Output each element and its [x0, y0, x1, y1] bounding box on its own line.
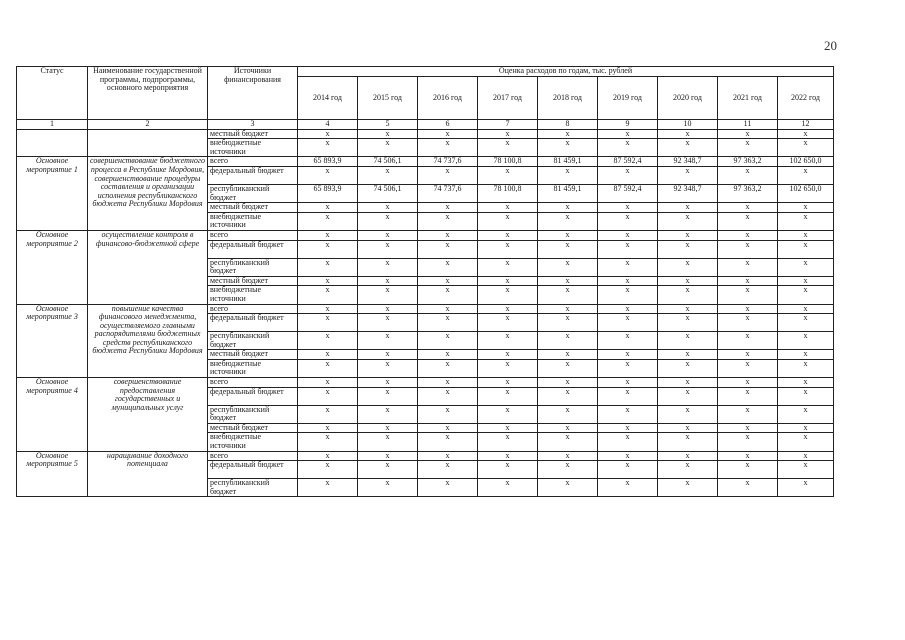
amount-cell: x: [598, 240, 658, 258]
amount-cell: x: [598, 451, 658, 461]
amount-cell: x: [298, 314, 358, 332]
amount-cell: x: [478, 350, 538, 360]
amount-cell: x: [718, 286, 778, 304]
funding-source: местный бюджет: [208, 276, 298, 286]
amount-cell: x: [538, 212, 598, 230]
table-row: [17, 230, 834, 240]
amount-cell: x: [478, 139, 538, 157]
funding-source: внебюджетные источники: [208, 286, 298, 304]
amount-cell: x: [478, 314, 538, 332]
amount-cell: x: [418, 139, 478, 157]
amount-cell: x: [358, 423, 418, 433]
column-index: 11: [718, 120, 778, 130]
amount-cell: x: [658, 314, 718, 332]
amount-cell: x: [538, 166, 598, 184]
amount-cell: x: [298, 304, 358, 314]
funding-source: республиканский бюджет: [208, 258, 298, 276]
funding-source: республиканский бюджет: [208, 332, 298, 350]
amount-cell: x: [538, 129, 598, 139]
amount-cell: x: [718, 230, 778, 240]
amount-cell: x: [538, 359, 598, 377]
amount-cell: x: [478, 479, 538, 497]
amount-cell: x: [358, 258, 418, 276]
amount-cell: x: [418, 332, 478, 350]
amount-cell: x: [478, 166, 538, 184]
amount-cell: x: [418, 230, 478, 240]
amount-cell: x: [298, 212, 358, 230]
amount-cell: x: [598, 461, 658, 479]
amount-cell: x: [298, 423, 358, 433]
amount-cell: x: [718, 139, 778, 157]
amount-cell: x: [538, 276, 598, 286]
amount-cell: x: [358, 433, 418, 451]
amount-cell: x: [478, 304, 538, 314]
amount-cell: x: [658, 423, 718, 433]
amount-cell: x: [718, 479, 778, 497]
amount-cell: x: [418, 129, 478, 139]
amount-cell: x: [538, 423, 598, 433]
column-index: 2: [88, 120, 208, 130]
amount-cell: x: [298, 387, 358, 405]
amount-cell: x: [538, 240, 598, 258]
amount-cell: x: [778, 461, 834, 479]
amount-cell: x: [658, 276, 718, 286]
amount-cell: x: [778, 332, 834, 350]
amount-cell: x: [778, 139, 834, 157]
activity-status: Основное мероприятие 3: [17, 304, 88, 378]
amount-cell: x: [418, 166, 478, 184]
amount-cell: x: [358, 405, 418, 423]
amount-cell: x: [778, 387, 834, 405]
amount-cell: x: [478, 461, 538, 479]
amount-cell: x: [358, 378, 418, 388]
amount-cell: x: [718, 240, 778, 258]
table-row: [17, 378, 834, 388]
amount-cell: x: [478, 240, 538, 258]
funding-source: всего: [208, 378, 298, 388]
funding-source: местный бюджет: [208, 203, 298, 213]
amount-cell: x: [298, 139, 358, 157]
funding-source: внебюджетные источники: [208, 212, 298, 230]
amount-cell: 74 737,6: [418, 184, 478, 202]
amount-cell: x: [778, 314, 834, 332]
amount-cell: x: [418, 479, 478, 497]
amount-cell: x: [358, 276, 418, 286]
amount-cell: x: [358, 314, 418, 332]
amount-cell: x: [418, 387, 478, 405]
amount-cell: x: [778, 378, 834, 388]
amount-cell: x: [718, 258, 778, 276]
amount-cell: x: [778, 276, 834, 286]
funding-source: федеральный бюджет: [208, 240, 298, 258]
funding-source: всего: [208, 230, 298, 240]
amount-cell: x: [598, 433, 658, 451]
column-index: 8: [538, 120, 598, 130]
amount-cell: x: [358, 461, 418, 479]
amount-cell: x: [418, 461, 478, 479]
amount-cell: x: [658, 479, 718, 497]
amount-cell: x: [718, 378, 778, 388]
amount-cell: x: [718, 203, 778, 213]
amount-cell: x: [778, 479, 834, 497]
amount-cell: x: [658, 240, 718, 258]
amount-cell: x: [478, 258, 538, 276]
header-year: 2017 год: [478, 77, 538, 120]
amount-cell: x: [538, 314, 598, 332]
amount-cell: x: [718, 166, 778, 184]
header-year: 2016 год: [418, 77, 478, 120]
amount-cell: x: [718, 359, 778, 377]
amount-cell: x: [598, 203, 658, 213]
column-index: 12: [778, 120, 834, 130]
amount-cell: x: [658, 230, 718, 240]
activity-name: повышение качества финансового менеджмента, осуществляемого главными распорядителями бюджетных средств республиканского бюджета Республики Мордовия: [88, 304, 208, 378]
amount-cell: x: [778, 240, 834, 258]
amount-cell: x: [718, 405, 778, 423]
header-year: 2015 год: [358, 77, 418, 120]
amount-cell: x: [598, 378, 658, 388]
amount-cell: x: [598, 479, 658, 497]
funding-source: федеральный бюджет: [208, 314, 298, 332]
header-status: Статус: [17, 67, 88, 120]
amount-cell: x: [538, 405, 598, 423]
amount-cell: x: [298, 461, 358, 479]
table-header: [17, 67, 834, 130]
amount-cell: x: [658, 203, 718, 213]
amount-cell: x: [298, 433, 358, 451]
amount-cell: x: [538, 203, 598, 213]
funding-source: местный бюджет: [208, 350, 298, 360]
amount-cell: x: [598, 286, 658, 304]
amount-cell: x: [538, 378, 598, 388]
amount-cell: x: [418, 433, 478, 451]
amount-cell: x: [778, 286, 834, 304]
amount-cell: x: [478, 286, 538, 304]
amount-cell: x: [298, 276, 358, 286]
amount-cell: x: [718, 129, 778, 139]
column-index: 3: [208, 120, 298, 130]
amount-cell: 74 506,1: [358, 184, 418, 202]
column-index: 1: [17, 120, 88, 130]
column-index: 10: [658, 120, 718, 130]
amount-cell: x: [718, 423, 778, 433]
amount-cell: x: [358, 286, 418, 304]
amount-cell: x: [598, 139, 658, 157]
funding-source: всего: [208, 157, 298, 167]
amount-cell: x: [358, 350, 418, 360]
amount-cell: x: [478, 129, 538, 139]
amount-cell: x: [598, 304, 658, 314]
amount-cell: x: [778, 451, 834, 461]
amount-cell: x: [298, 203, 358, 213]
amount-cell: x: [418, 258, 478, 276]
amount-cell: x: [358, 304, 418, 314]
amount-cell: x: [658, 332, 718, 350]
amount-cell: 65 893,9: [298, 157, 358, 167]
amount-cell: x: [658, 350, 718, 360]
activity-status: Основное мероприятие 4: [17, 378, 88, 452]
amount-cell: x: [298, 451, 358, 461]
funding-source: республиканский бюджет: [208, 405, 298, 423]
amount-cell: x: [778, 350, 834, 360]
amount-cell: x: [298, 350, 358, 360]
amount-cell: x: [418, 423, 478, 433]
amount-cell: x: [478, 230, 538, 240]
page-number: 20: [824, 38, 837, 53]
amount-cell: x: [418, 212, 478, 230]
amount-cell: x: [478, 212, 538, 230]
amount-cell: x: [598, 276, 658, 286]
amount-cell: x: [538, 451, 598, 461]
column-index: 9: [598, 120, 658, 130]
header-year: 2022 год: [778, 77, 834, 120]
amount-cell: x: [778, 405, 834, 423]
amount-cell: x: [538, 258, 598, 276]
amount-cell: x: [478, 433, 538, 451]
amount-cell: x: [358, 387, 418, 405]
amount-cell: x: [598, 387, 658, 405]
table-body: [17, 129, 834, 497]
amount-cell: x: [418, 451, 478, 461]
amount-cell: 92 348,7: [658, 157, 718, 167]
amount-cell: x: [418, 304, 478, 314]
amount-cell: x: [358, 212, 418, 230]
amount-cell: x: [538, 350, 598, 360]
status-cell-continued: [17, 129, 88, 157]
amount-cell: x: [598, 405, 658, 423]
amount-cell: 78 100,8: [478, 157, 538, 167]
amount-cell: x: [418, 359, 478, 377]
amount-cell: x: [418, 240, 478, 258]
amount-cell: x: [718, 433, 778, 451]
amount-cell: x: [778, 359, 834, 377]
funding-source: внебюджетные источники: [208, 139, 298, 157]
amount-cell: x: [298, 230, 358, 240]
amount-cell: x: [658, 286, 718, 304]
activity-name: наращивание доходного потенциала: [88, 451, 208, 497]
amount-cell: x: [658, 212, 718, 230]
amount-cell: 102 650,0: [778, 157, 834, 167]
amount-cell: x: [478, 203, 538, 213]
table-row: [17, 129, 834, 139]
table-row: [17, 157, 834, 167]
amount-cell: x: [298, 258, 358, 276]
amount-cell: x: [778, 212, 834, 230]
amount-cell: x: [658, 139, 718, 157]
amount-cell: x: [478, 378, 538, 388]
amount-cell: x: [478, 387, 538, 405]
amount-cell: x: [718, 304, 778, 314]
amount-cell: 87 592,4: [598, 157, 658, 167]
column-index: 4: [298, 120, 358, 130]
amount-cell: x: [658, 405, 718, 423]
amount-cell: x: [358, 332, 418, 350]
table-row: [17, 451, 834, 461]
amount-cell: 97 363,2: [718, 157, 778, 167]
amount-cell: x: [658, 433, 718, 451]
amount-cell: x: [718, 276, 778, 286]
amount-cell: 97 363,2: [718, 184, 778, 202]
funding-source: внебюджетные источники: [208, 433, 298, 451]
amount-cell: x: [418, 203, 478, 213]
amount-cell: x: [298, 286, 358, 304]
header-source: Источники финансирования: [208, 67, 298, 120]
amount-cell: x: [298, 405, 358, 423]
amount-cell: 92 348,7: [658, 184, 718, 202]
amount-cell: x: [298, 332, 358, 350]
amount-cell: x: [778, 203, 834, 213]
amount-cell: 81 459,1: [538, 184, 598, 202]
activity-status: Основное мероприятие 5: [17, 451, 88, 497]
amount-cell: x: [358, 230, 418, 240]
amount-cell: x: [718, 332, 778, 350]
amount-cell: x: [358, 203, 418, 213]
amount-cell: x: [358, 479, 418, 497]
funding-source: местный бюджет: [208, 423, 298, 433]
activity-name: осуществление контроля в финансово-бюджетной сфере: [88, 230, 208, 304]
amount-cell: x: [598, 212, 658, 230]
amount-cell: x: [418, 286, 478, 304]
amount-cell: x: [538, 230, 598, 240]
amount-cell: 74 506,1: [358, 157, 418, 167]
activity-name: совершенствование предоставления государственных и муниципальных услуг: [88, 378, 208, 452]
amount-cell: x: [778, 433, 834, 451]
amount-cell: 65 893,9: [298, 184, 358, 202]
amount-cell: x: [718, 212, 778, 230]
budget-table: [16, 66, 834, 497]
amount-cell: x: [478, 423, 538, 433]
amount-cell: x: [538, 332, 598, 350]
amount-cell: x: [598, 350, 658, 360]
amount-cell: x: [598, 314, 658, 332]
amount-cell: x: [658, 258, 718, 276]
amount-cell: x: [778, 423, 834, 433]
amount-cell: x: [718, 461, 778, 479]
amount-cell: x: [298, 166, 358, 184]
amount-cell: 102 650,0: [778, 184, 834, 202]
amount-cell: x: [538, 387, 598, 405]
amount-cell: x: [298, 378, 358, 388]
amount-cell: x: [538, 433, 598, 451]
amount-cell: x: [418, 405, 478, 423]
amount-cell: x: [658, 129, 718, 139]
amount-cell: x: [358, 240, 418, 258]
funding-source: всего: [208, 451, 298, 461]
table-row: [17, 304, 834, 314]
amount-cell: x: [598, 423, 658, 433]
amount-cell: x: [478, 359, 538, 377]
amount-cell: x: [538, 139, 598, 157]
amount-cell: 87 592,4: [598, 184, 658, 202]
amount-cell: x: [718, 451, 778, 461]
amount-cell: x: [298, 240, 358, 258]
amount-cell: x: [658, 359, 718, 377]
activity-status: Основное мероприятие 1: [17, 157, 88, 231]
amount-cell: x: [418, 350, 478, 360]
header-year: 2014 год: [298, 77, 358, 120]
funding-source: внебюджетные источники: [208, 359, 298, 377]
amount-cell: x: [358, 359, 418, 377]
amount-cell: x: [298, 479, 358, 497]
amount-cell: x: [358, 139, 418, 157]
amount-cell: x: [598, 129, 658, 139]
amount-cell: x: [478, 405, 538, 423]
amount-cell: x: [778, 258, 834, 276]
funding-source: местный бюджет: [208, 129, 298, 139]
amount-cell: x: [598, 359, 658, 377]
activity-name: совершенствование бюджетного процесса в Республике Мордовия, совершенствование процедуры составления и организации исполнения республиканского бюджета Республики Мордовия: [88, 157, 208, 231]
amount-cell: x: [658, 461, 718, 479]
amount-cell: x: [538, 479, 598, 497]
funding-source: республиканский бюджет: [208, 479, 298, 497]
amount-cell: x: [658, 387, 718, 405]
amount-cell: 78 100,8: [478, 184, 538, 202]
amount-cell: 81 459,1: [538, 157, 598, 167]
header-year: 2021 год: [718, 77, 778, 120]
amount-cell: x: [538, 461, 598, 479]
amount-cell: x: [718, 350, 778, 360]
header-name: Наименование государственной программы, подпрограммы, основного мероприятия: [88, 67, 208, 120]
amount-cell: x: [778, 129, 834, 139]
amount-cell: x: [478, 451, 538, 461]
name-cell-continued: [88, 129, 208, 157]
amount-cell: x: [778, 304, 834, 314]
funding-source: республиканский бюджет: [208, 184, 298, 202]
header-year: 2019 год: [598, 77, 658, 120]
amount-cell: x: [718, 314, 778, 332]
funding-source: федеральный бюджет: [208, 461, 298, 479]
header-year: 2018 год: [538, 77, 598, 120]
amount-cell: x: [418, 276, 478, 286]
amount-cell: x: [598, 166, 658, 184]
activity-status: Основное мероприятие 2: [17, 230, 88, 304]
funding-source: федеральный бюджет: [208, 166, 298, 184]
amount-cell: x: [418, 314, 478, 332]
amount-cell: x: [658, 304, 718, 314]
amount-cell: x: [658, 378, 718, 388]
header-index-row: [17, 120, 834, 130]
column-index: 6: [418, 120, 478, 130]
header-year: 2020 год: [658, 77, 718, 120]
column-index: 5: [358, 120, 418, 130]
amount-cell: x: [598, 230, 658, 240]
amount-cell: x: [358, 129, 418, 139]
amount-cell: x: [778, 230, 834, 240]
amount-cell: x: [358, 166, 418, 184]
funding-source: федеральный бюджет: [208, 387, 298, 405]
amount-cell: x: [418, 378, 478, 388]
amount-cell: x: [538, 286, 598, 304]
amount-cell: x: [298, 359, 358, 377]
amount-cell: x: [658, 451, 718, 461]
amount-cell: x: [598, 332, 658, 350]
amount-cell: x: [538, 304, 598, 314]
amount-cell: x: [778, 166, 834, 184]
amount-cell: x: [598, 258, 658, 276]
amount-cell: x: [358, 451, 418, 461]
funding-source: всего: [208, 304, 298, 314]
amount-cell: x: [478, 276, 538, 286]
amount-cell: x: [658, 166, 718, 184]
header-estimate: Оценка расходов по годам, тыс. рублей: [298, 67, 834, 77]
amount-cell: x: [298, 129, 358, 139]
amount-cell: x: [478, 332, 538, 350]
amount-cell: x: [718, 387, 778, 405]
column-index: 7: [478, 120, 538, 130]
amount-cell: 74 737,6: [418, 157, 478, 167]
